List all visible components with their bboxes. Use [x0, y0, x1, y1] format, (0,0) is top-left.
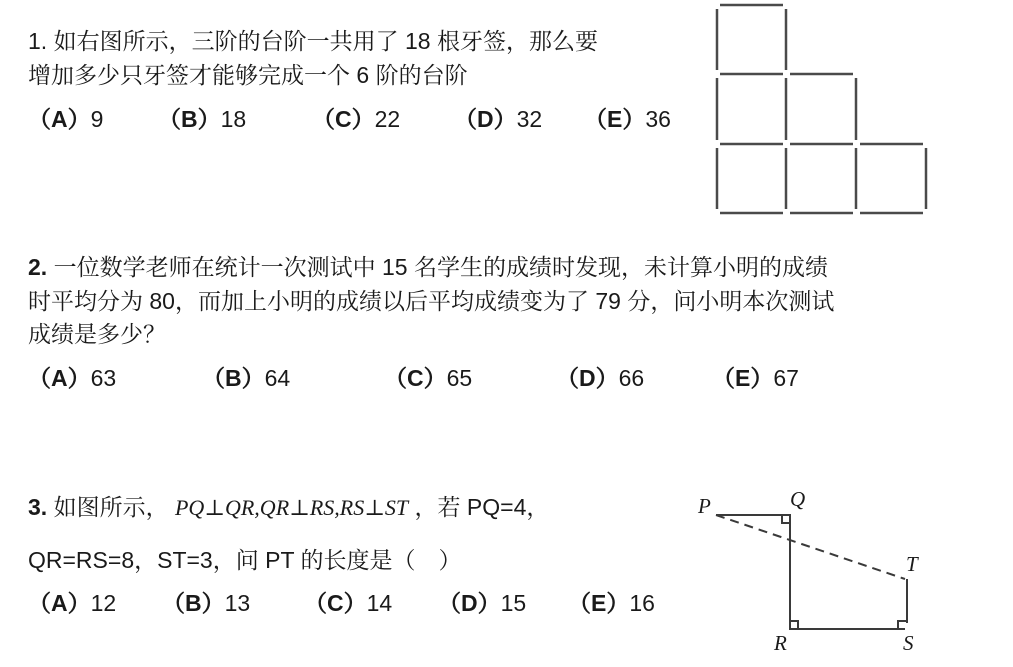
- q2-text-1: 一位数学老师在统计一次测试中 15 名学生的成绩时发现，未计算小明的成绩: [53, 254, 828, 280]
- q3-option-a[interactable]: （A）12: [28, 590, 117, 616]
- staircase-figure: [700, 0, 940, 220]
- q1-line-1: [28, 26, 598, 56]
- q3-text-prefix: 如图所示，: [53, 494, 169, 520]
- q3-option-d[interactable]: （D）15: [438, 590, 527, 616]
- q1-option-c[interactable]: （C）22: [312, 106, 401, 132]
- q1-option-a[interactable]: （A）9: [28, 106, 104, 132]
- q1-line-2: 增加多少只牙签才能够完成一个 6 阶的台阶: [28, 62, 468, 88]
- q3-number: 3.: [28, 494, 48, 520]
- q2-option-a[interactable]: （A）63: [28, 365, 117, 391]
- point-label-s: S: [903, 631, 914, 655]
- q1-option-b[interactable]: （B）18: [158, 106, 247, 132]
- q3-option-c[interactable]: （C）14: [304, 590, 393, 616]
- point-label-q: Q: [790, 487, 806, 511]
- point-label-r: R: [774, 631, 787, 655]
- q2-line-3: 成绩是多少？: [28, 321, 166, 347]
- q2-option-c[interactable]: （C）65: [384, 365, 473, 391]
- point-label-t: T: [906, 552, 918, 576]
- q2-number: 2.: [28, 254, 48, 280]
- q2-option-b[interactable]: （B）64: [202, 365, 291, 391]
- q2-line-1: [28, 252, 828, 282]
- q3-text-suffix: ，若 PQ=4，: [414, 494, 550, 520]
- q2-option-e[interactable]: （E）67: [712, 365, 799, 391]
- q3-line-1: [28, 492, 549, 523]
- q2-line-2: 时平均分为 80，而加上小明的成绩以后平均成绩变为了 79 分，问小明本次测试: [28, 288, 835, 314]
- q3-line-2: QR=RS=8，ST=3，问 PT 的长度是（ ）: [28, 547, 462, 573]
- point-label-p: P: [698, 494, 711, 518]
- q1-option-d[interactable]: （D）32: [454, 106, 543, 132]
- q3-perpendicular-conditions: PQ⊥QR,QR⊥RS,RS⊥ST: [174, 495, 409, 520]
- pqrst-figure: [690, 480, 930, 667]
- q1-option-e[interactable]: （E）36: [584, 106, 671, 132]
- q1-text-1: 如右图所示，三阶的台阶一共用了 18 根牙签，那么要: [53, 28, 598, 54]
- q3-option-e[interactable]: （E）16: [568, 590, 655, 616]
- q1-number: 1.: [28, 28, 48, 54]
- q3-option-b[interactable]: （B）13: [162, 590, 251, 616]
- q2-option-d[interactable]: （D）66: [556, 365, 645, 391]
